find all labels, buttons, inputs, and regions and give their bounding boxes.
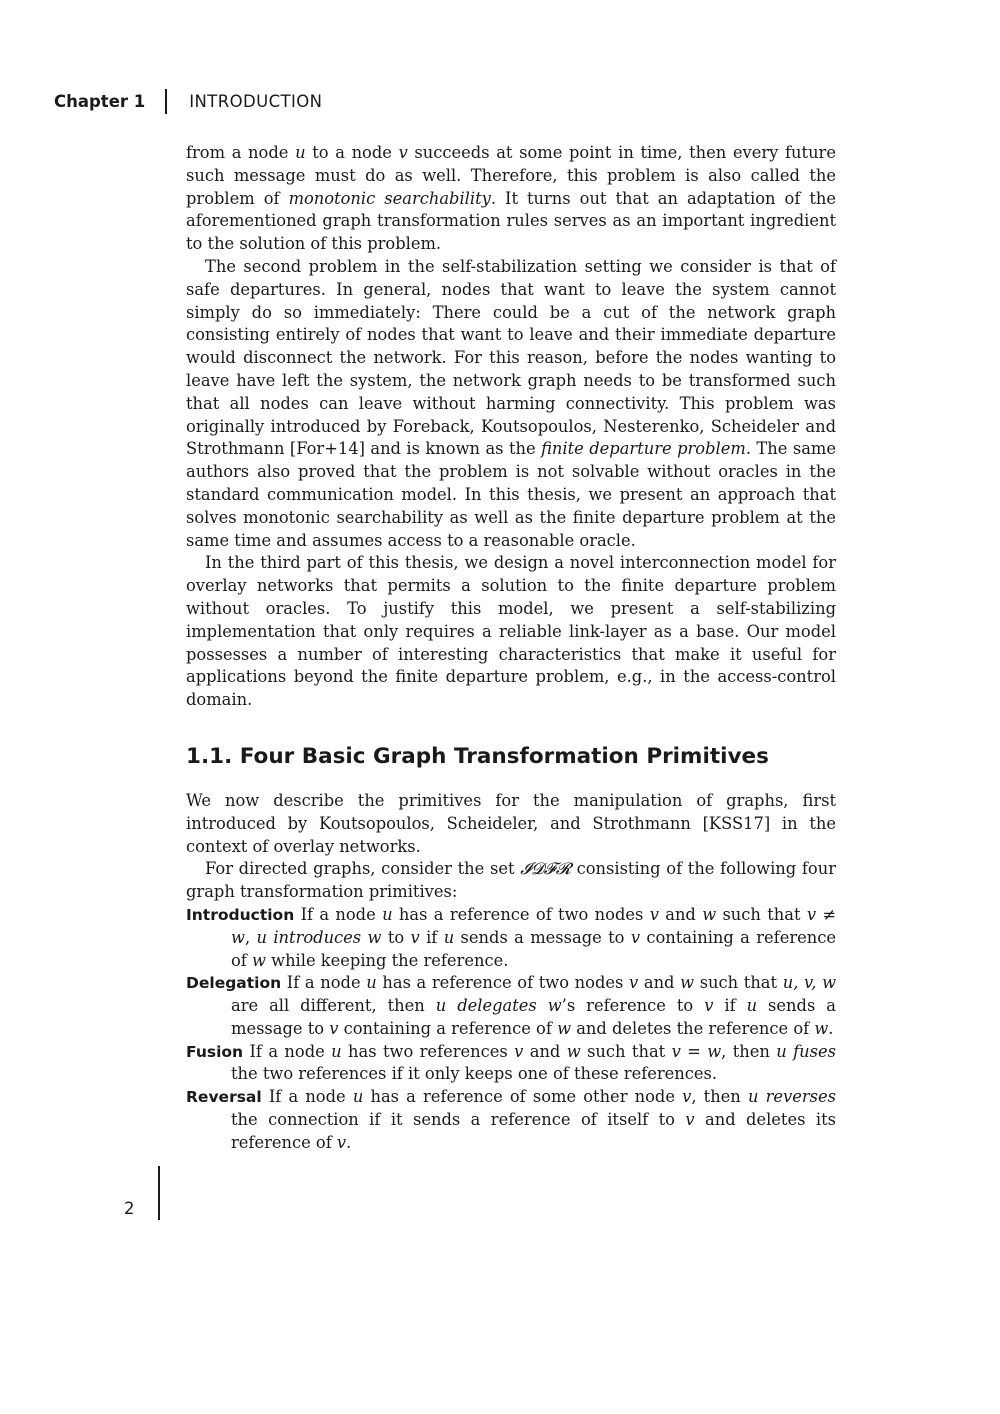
definition-term: Reversal bbox=[186, 1088, 262, 1107]
paragraph-2: The second problem in the self-stabilization setting we consider is that of safe departures. In general, nodes that want to leave the system cannot simply do so immediately: There could be a cut of the network graph consisting entirely of nodes that want to leave and their immediate departure would disconnect the network. For this reason, before the nodes wanting to leave have left the system, the network graph needs to be transformed such that all nodes can leave without harming connectivity. This problem was originally introduced by Foreback, Koutsopoulos, Nesterenko, Scheideler and Strothmann [For+14] and is known as the finite departure problem. The same authors also proved that the problem is not solvable without oracles in the standard communication model. In this thesis, we present an approach that solves monotonic searchability as well as the finite departure problem at the same time and assumes access to a reasonable oracle. bbox=[186, 256, 836, 550]
definition-term: Delegation bbox=[186, 974, 282, 993]
chapter-title: INTRODUCTION bbox=[189, 92, 323, 111]
emphasis: introduces bbox=[273, 927, 362, 947]
paragraph-1: from a node u to a node v succeeds at some point in time, then every future such message must do as well. Therefore, this problem is also called the problem of monotonic searchability. It turns out that an adaptation of the aforementioned graph transformation rules serves as an important ingredient to the solution of this problem. bbox=[186, 143, 837, 254]
set-symbol: 𝓘𝓓𝓕𝓡 bbox=[520, 859, 571, 879]
definition-fusion: Fusion If a node u has two references v and w such that v = w, then u fuses the two references if it only keeps one of these references. bbox=[186, 1041, 836, 1084]
header-divider bbox=[165, 89, 167, 114]
page-footer bbox=[124, 1166, 160, 1220]
definition-delegation: Delegation If a node u has a reference of two nodes v and w such that u, v, w are all different, then u delegates w’s reference to v if u sends a message to v containing a reference of w and deletes the reference of w. bbox=[186, 973, 837, 1038]
emphasis: finite departure problem bbox=[541, 439, 746, 459]
emphasis: delegates bbox=[457, 996, 537, 1016]
definition-introduction: Introduction If a node u has a reference of two nodes v and w such that v ≠ w, u introduces w to v if u sends a message to v containing a reference of w while keeping the reference. bbox=[186, 904, 837, 970]
page-body bbox=[186, 142, 836, 1155]
definition-term: Fusion bbox=[186, 1042, 244, 1061]
definition-reversal: Reversal If a node u has a reference of some other node v, then u reverses the connection if it sends a reference of itself to v and deletes its reference of v. bbox=[186, 1087, 836, 1152]
footer-divider bbox=[158, 1166, 160, 1220]
paragraph-3: In the third part of this thesis, we design a novel interconnection model for overlay networks that permits a solution to the finite departure problem without oracles. To justify this model, we present a self-stabilizing implementation that only requires a reliable link-layer as a base. Our model possesses a number of interesting characteristics that make it useful for applications beyond the finite departure problem, e.g., in the access-control domain. bbox=[186, 553, 836, 710]
section-heading: 1.1. Four Basic Graph Transformation Primitives bbox=[186, 743, 769, 769]
paragraph-4: We now describe the primitives for the manipulation of graphs, first introduced by Koutsopoulos, Scheideler, and Strothmann [KSS17] in the context of overlay networks. bbox=[186, 790, 836, 856]
paragraph-5: For directed graphs, consider the set 𝓘𝓓𝓕𝓡 consisting of the following four graph transformation primitives: bbox=[186, 859, 836, 902]
emphasis: monotonic searchability bbox=[288, 188, 491, 208]
definition-term: Introduction bbox=[186, 905, 295, 924]
running-header bbox=[54, 89, 322, 114]
emphasis: reverses bbox=[765, 1087, 836, 1107]
emphasis: fuses bbox=[793, 1041, 836, 1061]
chapter-label: Chapter 1 bbox=[54, 92, 146, 111]
page-number: 2 bbox=[124, 1199, 135, 1218]
